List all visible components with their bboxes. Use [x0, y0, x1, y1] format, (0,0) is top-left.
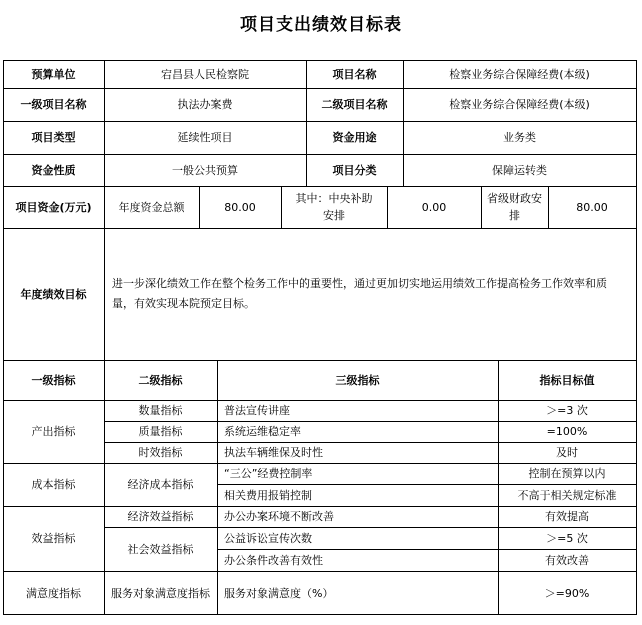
- grid-line: [3, 60, 637, 61]
- grid-line: [548, 186, 549, 228]
- grid-line: [387, 186, 388, 228]
- grid-line: [217, 360, 218, 615]
- level3-item: “三公”经费控制率: [224, 467, 313, 480]
- grid-line: [104, 60, 105, 615]
- grid-line: [3, 400, 637, 401]
- label-level1-project: 一级项目名称: [20, 98, 87, 111]
- level2-timeliness: 时效指标: [138, 446, 183, 459]
- label-level2-project: 二级项目名称: [321, 98, 388, 111]
- grid-line: [3, 60, 4, 615]
- grid-line: [104, 442, 637, 443]
- grid-line: [3, 506, 637, 507]
- grid-line: [104, 527, 637, 528]
- target-value: 及时: [556, 446, 578, 459]
- grid-line: [481, 186, 482, 228]
- level3-item: 执法车辆维保及时性: [224, 446, 323, 459]
- level1-satisfaction: 满意度指标: [26, 586, 81, 600]
- label-fund-nature: 资金性质: [31, 163, 76, 177]
- label-annual-total: 年度资金总额: [118, 200, 185, 214]
- grid-line: [3, 121, 637, 122]
- grid-line: [217, 484, 637, 485]
- header-target: 指标目标值: [539, 373, 595, 387]
- level3-item: 办公办案环境不断改善: [224, 510, 334, 523]
- grid-line: [636, 60, 637, 615]
- grid-line: [403, 60, 404, 186]
- value-project-name: 检察业务综合保障经费(本级): [449, 67, 590, 81]
- value-central-subsidy: 0.00: [421, 200, 447, 214]
- level3-item: 办公条件改善有效性: [224, 553, 323, 567]
- label-budget-unit: 预算单位: [31, 67, 76, 81]
- label-central-subsidy: 其中：中央补助安排: [295, 192, 373, 222]
- target-value: 有效改善: [545, 553, 589, 567]
- grid-line: [199, 186, 200, 228]
- level2-service-satisfaction: 服务对象满意度指标: [111, 586, 210, 600]
- grid-line: [3, 154, 637, 155]
- header-level1: 一级指标: [31, 373, 76, 387]
- level3-item: 公益诉讼宣传次数: [224, 531, 312, 545]
- label-fund-use: 资金用途: [332, 131, 377, 144]
- grid-line: [3, 360, 637, 361]
- level3-item: 服务对象满意度（%）: [224, 586, 334, 600]
- grid-line: [217, 549, 637, 550]
- label-project-type: 项目类型: [31, 131, 76, 144]
- grid-line: [281, 186, 282, 228]
- target-value: =100%: [546, 425, 588, 438]
- grid-line: [3, 614, 637, 615]
- label-project-funds: 项目资金(万元): [15, 200, 92, 214]
- target-value: 有效提高: [545, 510, 589, 523]
- value-level2-project: 检察业务综合保障经费(本级): [449, 98, 590, 111]
- grid-line: [3, 228, 637, 229]
- grid-line: [3, 571, 637, 572]
- grid-line: [104, 421, 637, 422]
- level1-benefit: 效益指标: [31, 532, 76, 545]
- grid-line: [3, 88, 637, 89]
- value-budget-unit: 宕昌县人民检察院: [161, 67, 249, 81]
- value-project-category: 保障运转类: [492, 163, 547, 177]
- grid-line: [306, 60, 307, 186]
- label-provincial: 省级财政安排: [487, 192, 542, 222]
- label-project-name: 项目名称: [332, 67, 377, 81]
- value-fund-nature: 一般公共预算: [172, 163, 238, 177]
- page-title: 项目支出绩效目标表: [240, 15, 402, 35]
- value-level1-project: 执法办案费: [177, 98, 233, 111]
- level2-quantity: 数量指标: [138, 404, 183, 417]
- header-level3: 三级指标: [335, 373, 380, 387]
- level3-item: 普法宣传讲座: [224, 404, 290, 417]
- grid-line: [3, 463, 637, 464]
- target-value: ＞=5 次: [546, 531, 588, 545]
- level3-item: 系统运维稳定率: [224, 425, 301, 438]
- value-fund-use: 业务类: [503, 131, 536, 144]
- target-value: 控制在预算以内: [528, 467, 606, 480]
- level2-quality: 质量指标: [138, 425, 183, 438]
- grid-line: [3, 186, 637, 187]
- header-level2: 二级指标: [138, 373, 183, 387]
- level1-output: 产出指标: [31, 425, 76, 438]
- level2-economic-benefit: 经济效益指标: [127, 510, 194, 523]
- value-annual-total: 80.00: [224, 200, 256, 214]
- level2-social-benefit: 社会效益指标: [127, 542, 194, 556]
- value-annual-goal: 进一步深化绩效工作在整个检务工作中的重要性，通过更加切实地运用绩效工作提高检务工作效率和质量，有效实现本院预定目标。: [112, 277, 607, 310]
- label-annual-goal: 年度绩效目标: [20, 287, 87, 301]
- level1-cost: 成本指标: [31, 478, 76, 491]
- level2-economic-cost: 经济成本指标: [127, 478, 194, 491]
- label-project-category: 项目分类: [332, 163, 377, 177]
- target-value: 不高于相关规定标准: [517, 488, 617, 502]
- level3-item: 相关费用报销控制: [224, 488, 312, 502]
- target-value: ＞=90%: [544, 586, 590, 600]
- grid-line: [498, 360, 499, 615]
- value-provincial: 80.00: [576, 200, 608, 214]
- value-project-type: 延续性项目: [177, 131, 233, 144]
- target-value: ＞=3 次: [546, 404, 588, 417]
